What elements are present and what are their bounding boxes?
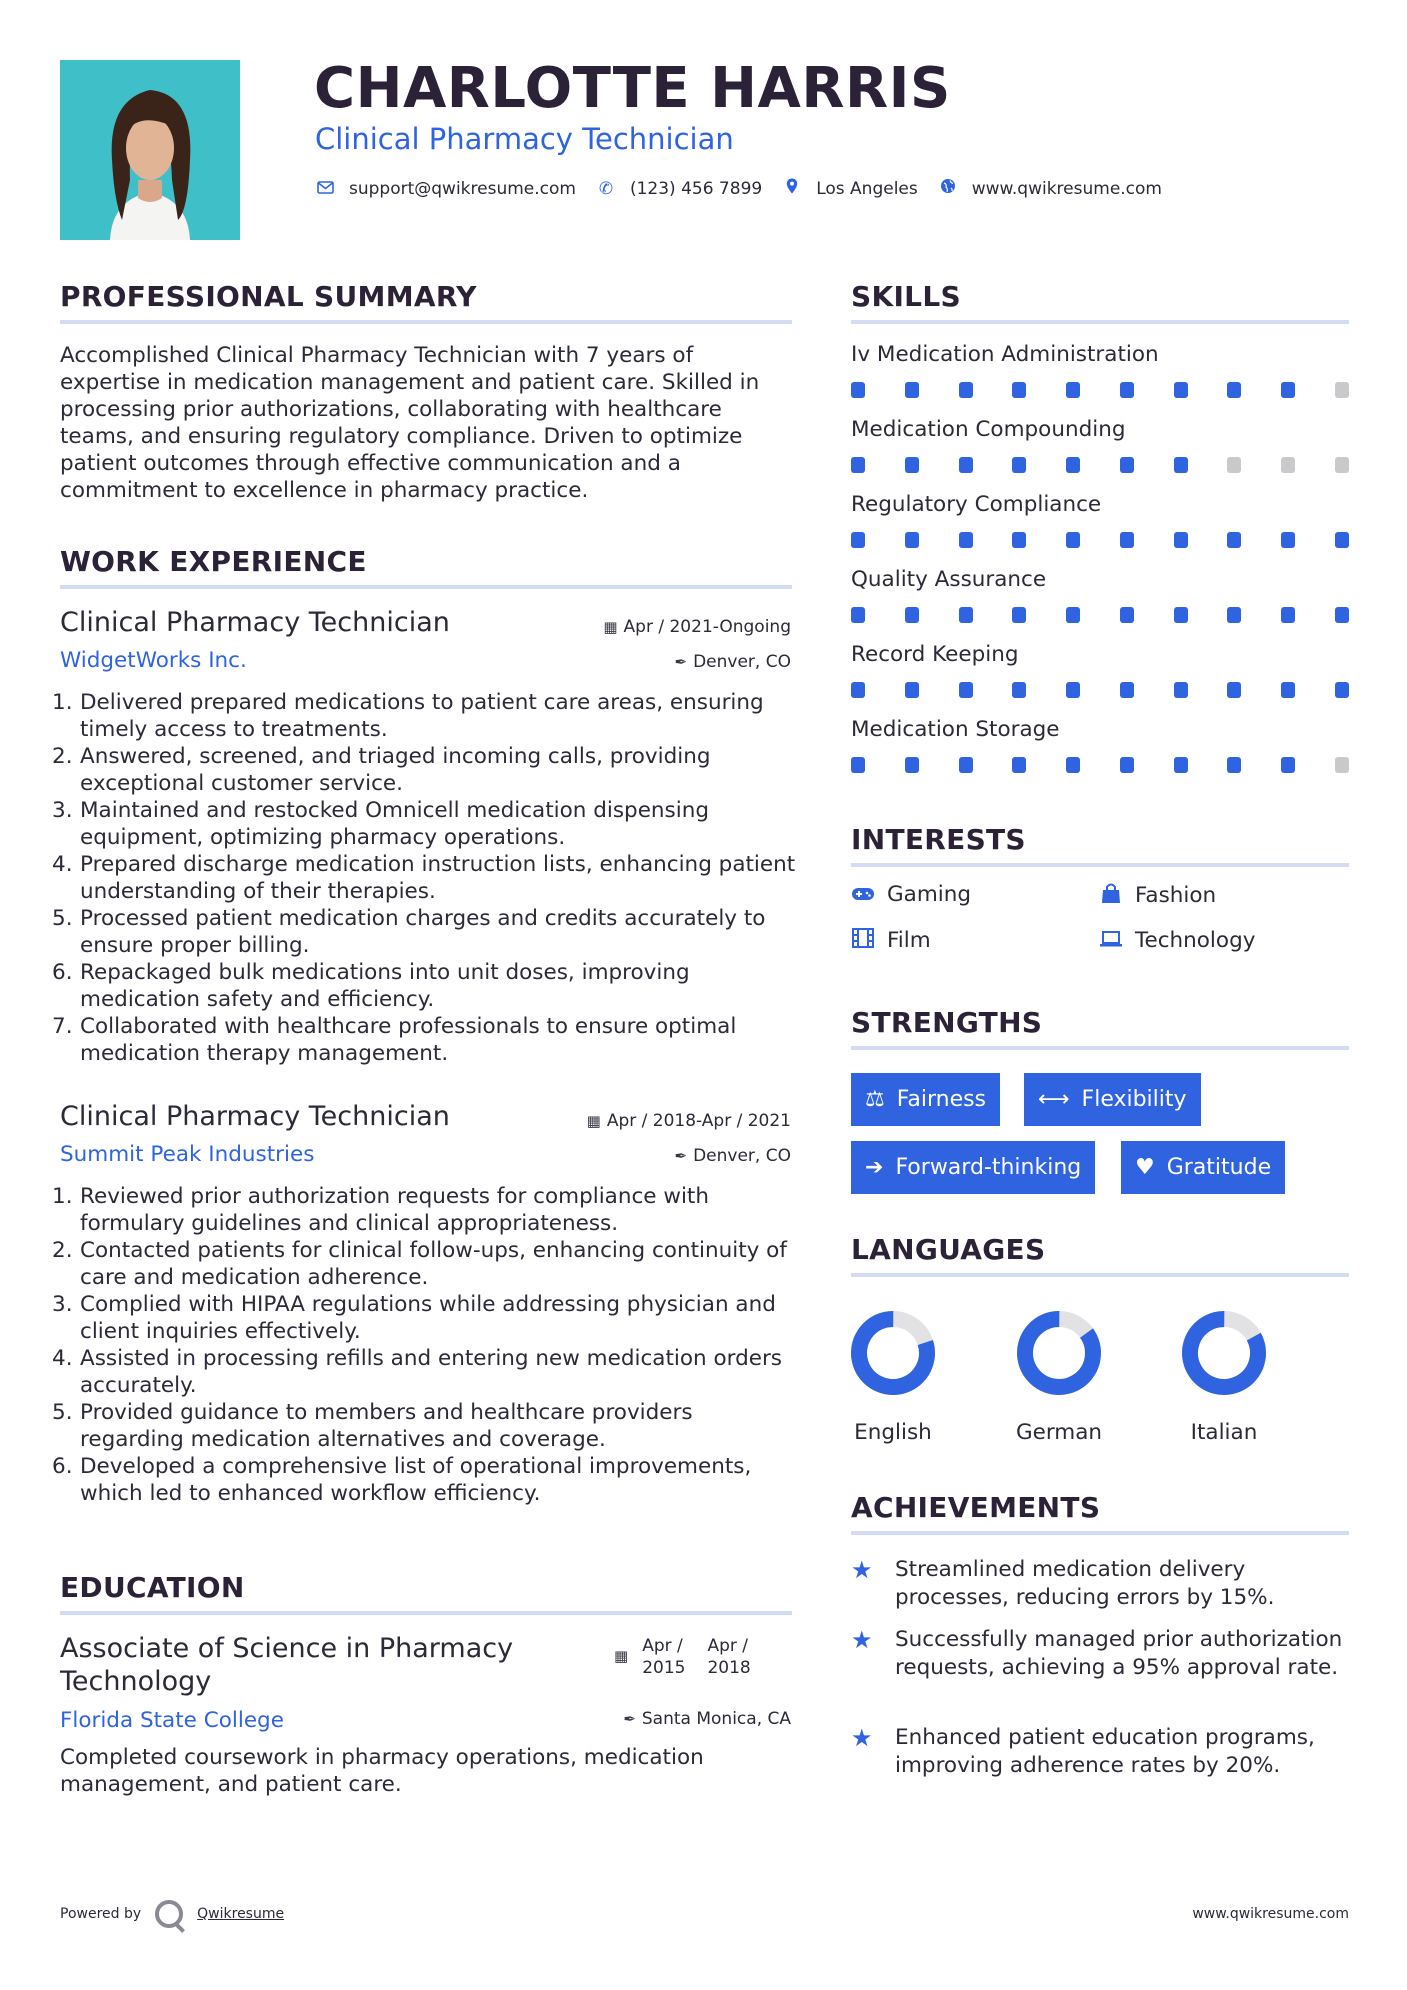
skill-label: Quality Assurance: [851, 567, 1047, 592]
rating-dot-filled: [1281, 757, 1295, 773]
skill-rating: [851, 607, 1349, 623]
skill-rating: [851, 532, 1349, 548]
heart-icon: ♥: [1135, 1155, 1155, 1180]
calendar-icon: ▦: [586, 1112, 601, 1130]
education-description: Completed coursework in pharmacy operations, medication management, and patient care.: [60, 1745, 704, 1797]
rating-dot-filled: [1012, 532, 1026, 548]
achievements-heading: ACHIEVEMENTS: [851, 1491, 1101, 1524]
skill-label: Medication Storage: [851, 717, 1060, 742]
rating-dot-filled: [1227, 757, 1241, 773]
language-item: [999, 1308, 1119, 1445]
star-award-icon: ★: [851, 1724, 873, 1752]
interest-item-film: [851, 928, 931, 953]
skill-label: Medication Compounding: [851, 417, 1126, 442]
rating-dot-filled: [1281, 682, 1295, 698]
rating-dot-filled: [1227, 382, 1241, 398]
ring-fill: [1014, 1308, 1104, 1398]
list-item: Complied with HIPAA regulations while addressing physician and client inquiries effectively.: [80, 1292, 776, 1344]
contact-email[interactable]: [315, 179, 576, 199]
summary-text: Accomplished Clinical Pharmacy Technician with 7 years of expertise in medication management and patient care. Skilled in processing prior authorizations, collaborating with healthcare teams, and ensuring regulatory compliance. Driven to optimize patient outcomes through effective communication and a commitment to excellence in pharmacy practice.: [60, 343, 760, 503]
profile-photo: [60, 60, 240, 240]
rating-dot-filled: [851, 457, 865, 473]
job-location-text: Denver, CO: [693, 652, 791, 672]
star-award-icon: ★: [851, 1626, 873, 1654]
list-item: Delivered prepared medications to patient care areas, ensuring timely access to treatments.: [80, 690, 764, 742]
job-dates: [603, 617, 791, 637]
list-item: Developed a comprehensive list of operational improvements, which led to enhanced workflow efficiency.: [80, 1454, 752, 1506]
achievement-item: [851, 1556, 1351, 1612]
film-icon: [851, 928, 875, 953]
rating-dot-filled: [959, 757, 973, 773]
strength-label: Flexibility: [1081, 1087, 1187, 1112]
rating-dot-filled: [959, 382, 973, 398]
interest-label: Gaming: [887, 882, 972, 907]
language-item: [1164, 1308, 1284, 1445]
education-divider: [60, 1611, 792, 1615]
job-location: [675, 1146, 791, 1166]
ring-fill: [850, 1310, 936, 1396]
rating-dot-empty: [1335, 382, 1349, 398]
rating-dot-filled: [1012, 757, 1026, 773]
list-item: Prepared discharge medication instruction lists, enhancing patient understanding of their therapies.: [80, 852, 796, 904]
interest-item-gaming: [851, 882, 971, 907]
rating-dot-empty: [1335, 457, 1349, 473]
qwikresume-logo-icon: [155, 1900, 183, 1928]
rating-dot-filled: [905, 457, 919, 473]
rating-dot-filled: [851, 532, 865, 548]
rating-dot-filled: [905, 682, 919, 698]
education-end-year: 2018: [707, 1658, 751, 1678]
list-item: Assisted in processing refills and entering new medication orders accurately.: [80, 1346, 783, 1398]
rating-dot-filled: [1335, 607, 1349, 623]
pushpin-icon: ✒: [674, 1147, 688, 1165]
school-name[interactable]: Florida State College: [60, 1708, 284, 1733]
rating-dot-filled: [1174, 457, 1188, 473]
rating-dot-filled: [1120, 607, 1134, 623]
rating-dot-filled: [1281, 607, 1295, 623]
rating-dot-filled: [1227, 607, 1241, 623]
skills-heading: SKILLS: [851, 280, 961, 313]
interest-label: Technology: [1135, 928, 1256, 953]
education-location: [623, 1709, 791, 1729]
candidate-role: Clinical Pharmacy Technician: [315, 122, 734, 156]
rating-dot-filled: [851, 757, 865, 773]
interests-heading: INTERESTS: [851, 823, 1026, 856]
footer-website[interactable]: www.qwikresume.com: [1192, 1906, 1349, 1922]
rating-dot-filled: [1281, 532, 1295, 548]
strength-tag-gratitude: [1121, 1141, 1285, 1194]
skill-rating: [851, 682, 1349, 698]
rating-dot-filled: [1066, 382, 1080, 398]
list-item: Repackaged bulk medications into unit doses, improving medication safety and efficiency.: [80, 960, 690, 1012]
contact-phone[interactable]: [596, 179, 762, 199]
website-text: www.qwikresume.com: [971, 178, 1162, 199]
job-bullets: [60, 1183, 800, 1507]
balance-scale-icon: ⚖: [865, 1087, 885, 1112]
languages-divider: [851, 1273, 1349, 1277]
rating-dot-filled: [1066, 757, 1080, 773]
achievement-text: Enhanced patient education programs, improving adherence rates by 20%.: [895, 1725, 1315, 1778]
rating-dot-filled: [1335, 532, 1349, 548]
laptop-icon: [1099, 929, 1123, 953]
envelope-icon: [315, 179, 335, 199]
contact-bar: [315, 178, 1168, 199]
contact-location: [782, 178, 918, 199]
calendar-icon: ▦: [603, 618, 618, 636]
rating-dot-filled: [1335, 682, 1349, 698]
rating-dot-filled: [1174, 682, 1188, 698]
rating-dot-filled: [1066, 457, 1080, 473]
rating-dot-filled: [1012, 457, 1026, 473]
rating-dot-filled: [1066, 607, 1080, 623]
rating-dot-empty: [1335, 757, 1349, 773]
rating-dot-filled: [1120, 457, 1134, 473]
strength-tag-flexibility: [1024, 1073, 1201, 1126]
ring-fill: [1179, 1308, 1269, 1398]
rating-dot-filled: [851, 382, 865, 398]
interest-label: Fashion: [1135, 883, 1217, 908]
list-item: Maintained and restocked Omnicell medication dispensing equipment, optimizing pharmacy operations.: [80, 798, 709, 850]
rating-dot-filled: [1012, 382, 1026, 398]
skills-divider: [851, 320, 1349, 324]
strength-label: Gratitude: [1166, 1155, 1272, 1180]
rating-dot-filled: [1174, 532, 1188, 548]
rating-dot-filled: [1120, 382, 1134, 398]
achievement-text: Streamlined medication delivery processes, reducing errors by 15%.: [895, 1557, 1275, 1610]
rating-dot-empty: [1227, 457, 1241, 473]
phone-icon: ✆: [598, 178, 614, 199]
job-dates-text: Apr / 2018-Apr / 2021: [606, 1111, 791, 1131]
job-company[interactable]: Summit Peak Industries: [60, 1142, 315, 1167]
list-item: Answered, screened, and triaged incoming calls, providing exceptional customer service.: [80, 744, 711, 796]
language-proficiency-ring: [1179, 1308, 1269, 1398]
language-label: German: [1015, 1420, 1103, 1445]
skill-label: Iv Medication Administration: [851, 342, 1159, 367]
list-item: Contacted patients for clinical follow-ups, enhancing continuity of care and medication adherence.: [80, 1238, 787, 1290]
rating-dot-filled: [1066, 532, 1080, 548]
interest-label: Film: [887, 928, 931, 953]
rating-dot-filled: [1281, 382, 1295, 398]
experience-heading: WORK EXPERIENCE: [60, 545, 367, 578]
language-item: [833, 1308, 953, 1445]
footer-branding: [60, 1900, 284, 1928]
education-start-month: Apr /: [642, 1636, 683, 1656]
interest-item-fashion: [1099, 882, 1216, 909]
achievements-divider: [851, 1531, 1349, 1535]
rating-dot-filled: [905, 607, 919, 623]
rating-dot-filled: [1174, 382, 1188, 398]
education-start-year: 2015: [642, 1658, 686, 1678]
summary-heading: PROFESSIONAL SUMMARY: [60, 280, 477, 313]
strength-label: Fairness: [896, 1087, 987, 1112]
language-label: Italian: [1190, 1420, 1258, 1445]
job-dates-text: Apr / 2021-Ongoing: [623, 617, 791, 637]
map-pin-icon: [782, 178, 802, 199]
job-dates: [587, 1111, 791, 1131]
phone-text: (123) 456 7899: [629, 178, 763, 199]
strength-tag-fairness: [851, 1073, 1000, 1126]
job-title: Clinical Pharmacy Technician: [60, 1101, 450, 1132]
location-text: Los Angeles: [816, 178, 918, 199]
rating-dot-filled: [1227, 682, 1241, 698]
job-location-text: Denver, CO: [693, 1146, 791, 1166]
rating-dot-filled: [1120, 757, 1134, 773]
education-dates: [614, 1635, 751, 1679]
rating-dot-filled: [1120, 532, 1134, 548]
list-item: Reviewed prior authorization requests for compliance with formulary guidelines and clinical appropriateness.: [80, 1184, 709, 1236]
job-location: [675, 652, 791, 672]
rating-dot-filled: [1174, 607, 1188, 623]
calendar-icon: ▦: [614, 1647, 629, 1665]
language-proficiency-ring: [848, 1308, 938, 1398]
education-heading: EDUCATION: [60, 1571, 245, 1604]
skill-rating: [851, 757, 1349, 773]
rating-dot-filled: [1012, 607, 1026, 623]
experience-divider: [60, 585, 792, 589]
achievement-item: [851, 1626, 1351, 1682]
rating-dot-filled: [959, 682, 973, 698]
achievement-item: [851, 1724, 1351, 1780]
rating-dot-filled: [1012, 682, 1026, 698]
email-text: support@qwikresume.com: [349, 178, 576, 199]
strength-label: Forward-thinking: [895, 1155, 1082, 1180]
achievement-text: Successfully managed prior authorization requests, achieving a 95% approval rate.: [895, 1627, 1343, 1680]
list-item: Collaborated with healthcare professionals to ensure optimal medication therapy management.: [80, 1014, 737, 1066]
rating-dot-filled: [959, 457, 973, 473]
skill-label: Regulatory Compliance: [851, 492, 1102, 517]
job-bullets: [60, 689, 800, 1067]
language-label: English: [854, 1420, 932, 1445]
contact-website[interactable]: [938, 178, 1162, 199]
languages-heading: LANGUAGES: [851, 1233, 1046, 1266]
globe-icon: [938, 178, 958, 199]
list-item: Processed patient medication charges and credits accurately to ensure proper billing.: [80, 906, 766, 958]
pushpin-icon: ✒: [623, 1710, 636, 1728]
education-end: [707, 1635, 750, 1679]
list-item: Provided guidance to members and healthcare providers regarding medication alternatives and coverage.: [80, 1400, 693, 1452]
interest-item-technology: [1099, 928, 1255, 953]
shopping-bag-icon: [1099, 882, 1123, 909]
degree-title-line1: Associate of Science in Pharmacy: [60, 1633, 514, 1664]
arrow-right-icon: ➔: [865, 1155, 884, 1180]
degree-title-line2: Technology: [60, 1666, 212, 1697]
pushpin-icon: ✒: [674, 653, 688, 671]
rating-dot-filled: [1120, 682, 1134, 698]
powered-by-text: Powered by: [60, 1906, 142, 1922]
rating-dot-filled: [959, 607, 973, 623]
rating-dot-filled: [851, 682, 865, 698]
education-start: [642, 1635, 685, 1679]
star-award-icon: ★: [851, 1556, 873, 1584]
rating-dot-filled: [905, 382, 919, 398]
rating-dot-filled: [851, 607, 865, 623]
rating-dot-filled: [905, 757, 919, 773]
job-company[interactable]: WidgetWorks Inc.: [60, 648, 247, 673]
job-title: Clinical Pharmacy Technician: [60, 607, 450, 638]
strength-tag-forward-thinking: [851, 1141, 1095, 1194]
summary-divider: [60, 320, 792, 324]
skill-rating: [851, 457, 1349, 473]
skill-rating: [851, 382, 1349, 398]
language-proficiency-ring: [1014, 1308, 1104, 1398]
interests-divider: [851, 863, 1349, 867]
footer-brand-link[interactable]: Qwikresume: [197, 1906, 285, 1922]
rating-dot-filled: [1174, 757, 1188, 773]
candidate-name: CHARLOTTE HARRIS: [314, 56, 951, 121]
rating-dot-filled: [959, 532, 973, 548]
education-end-month: Apr /: [707, 1636, 748, 1656]
skill-label: Record Keeping: [851, 642, 1019, 667]
arrows-horizontal-icon: ⟷: [1038, 1087, 1070, 1112]
education-location-text: Santa Monica, CA: [641, 1709, 791, 1729]
rating-dot-filled: [905, 532, 919, 548]
rating-dot-empty: [1281, 457, 1295, 473]
strengths-divider: [851, 1046, 1349, 1050]
strengths-heading: STRENGTHS: [851, 1006, 1043, 1039]
rating-dot-filled: [1227, 532, 1241, 548]
rating-dot-filled: [1066, 682, 1080, 698]
gamepad-icon: [851, 883, 875, 907]
